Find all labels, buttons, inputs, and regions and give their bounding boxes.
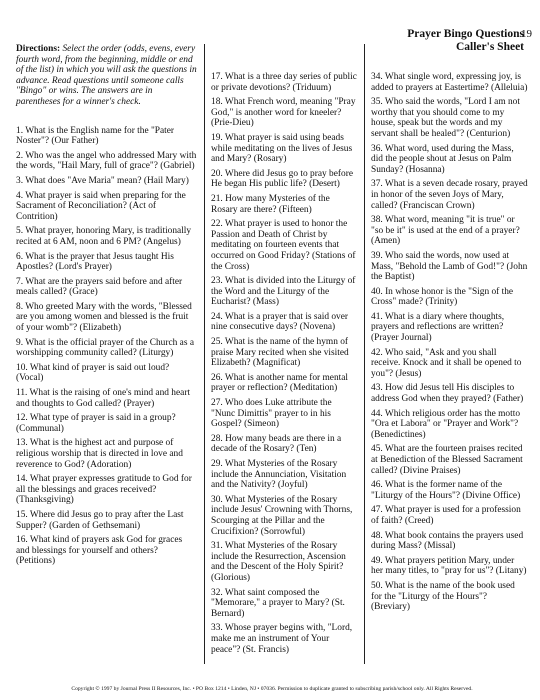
directions-label: Directions: xyxy=(16,44,61,54)
question-item: 8. Who greeted Mary with the words, "Blessed are you among women and blessed is the fruit of your womb"? (Elizabeth) xyxy=(16,301,192,334)
question-item: 3. What does "Ave Maria" mean? (Hail Mary) xyxy=(16,175,189,186)
page-subtitle: Caller's Sheet xyxy=(455,41,524,53)
question-item: 18. What French word, meaning "Pray God," is another word for kneeler? (Prie-Dieu) xyxy=(211,97,356,129)
question-item: 26. What is another name for mental prayer or reflection? (Meditation) xyxy=(211,372,349,394)
directions xyxy=(16,44,198,108)
question-item: 11. What is the raising of one's mind and heart and thoughts to God called? (Prayer) xyxy=(16,388,191,409)
page-number: 19 xyxy=(521,28,532,40)
copyright-footer: Copyright © 1997 by Journal Press II Resources, Inc. • PO Box 1214 • Linden, NJ • 07036. Permission to duplicate granted to subscribing parish/school only. All Rights Reserved. xyxy=(71,686,473,692)
question-item: 25. What is the name of the hymn of praise Mary recited when she visited Elizabeth? (Magnificat) xyxy=(211,337,349,369)
question-item: 16. What kind of prayers ask God for graces and blessings for yourself and others? (Petitions) xyxy=(16,535,183,567)
question-item: 36. What word, used during the Mass, did the people shout at Jesus on Palm Sunday? (Hosanna) xyxy=(371,143,514,175)
question-item: 19. What prayer is said using beads while meditating on the lives of Jesus and Mary? (Rosary) xyxy=(211,132,353,165)
column-3 xyxy=(364,44,528,664)
question-item: 6. What is the prayer that Jesus taught His Apostles? (Lord's Prayer) xyxy=(16,251,174,273)
question-item: 24. What is a prayer that is said over nine consecutive days? (Novena) xyxy=(211,311,349,333)
question-item: 5. What prayer, honoring Mary, is traditionally recited at 6 AM, noon and 6 PM? (Angelus) xyxy=(16,226,192,247)
page-title: Prayer Bingo Questions xyxy=(407,28,524,40)
question-item: 42. Who said, "Ask and you shall receive. Knock and it shall be opened to you"? (Jesus) xyxy=(371,347,522,379)
question-item: 28. How many beads are there in a decade of the Rosary? (Ten) xyxy=(211,433,342,455)
question-item: 9. What is the official prayer of the Church as a worshipping community called? (Liturgy) xyxy=(16,337,194,359)
question-item: 39. Who said the words, now used at Mass, "Behold the Lamb of God!"? (John the Baptist) xyxy=(371,250,528,283)
question-item: 29. What Mysteries of the Rosary include the Annunciation, Visitation and the Nativity? (Joyful) xyxy=(211,459,347,491)
directions-text: Select the order (odds, evens, every fourth word, from the beginning, middle or end of the list) in which you will ask the questions in advance. Read questions until someone calls "Bingo" or wins. The answers are in parentheses for a winner's check. xyxy=(16,44,197,107)
question-item: 2. Who was the angel who addressed Mary with the words, "Hail Mary, full of grace"? (Gabriel) xyxy=(16,150,197,172)
question-item: 46. What is the former name of the "Liturgy of the Hours"? (Divine Office) xyxy=(371,480,521,501)
column-2 xyxy=(204,44,364,664)
question-list-1 xyxy=(16,126,198,567)
question-item: 38. What word, meaning "it is true" or "so be it" is used at the end of a prayer? (Amen) xyxy=(371,215,520,247)
question-list-3 xyxy=(371,72,528,613)
question-item: 27. Who does Luke attribute the "Nunc Dimittis" prayer to in his Gospel? (Simeon) xyxy=(211,398,332,430)
question-columns xyxy=(16,44,528,664)
question-item: 7. What are the prayers said before and after meals called? (Grace) xyxy=(16,276,183,298)
question-item: 12. What type of prayer is said in a group? (Communal) xyxy=(16,413,176,434)
question-item: 15. Where did Jesus go to pray after the Last Supper? (Garden of Gethsemani) xyxy=(16,509,184,531)
question-item: 20. Where did Jesus go to pray before He began His public life? (Desert) xyxy=(211,168,353,190)
question-item: 48. What book contains the prayers used during Mass? (Missal) xyxy=(371,530,524,552)
question-item: 43. How did Jesus tell His disciples to address God when they prayed? (Father) xyxy=(371,383,524,405)
question-item: 40. In whose honor is the "Sign of the Cross" made? (Trinity) xyxy=(371,286,514,308)
question-item: 45. What are the fourteen praises recited at Benediction of the Blessed Sacrament called? (Divine Praises) xyxy=(371,444,523,476)
question-item: 13. What is the highest act and purpose of religious worship that is directed in love and reverence to God? (Adoration) xyxy=(16,438,183,470)
question-item: 30. What Mysteries of the Rosary include Jesus' Crowning with Thorns, Scourging at the Pillar and the Crucifixion? (Sorrowful) xyxy=(211,494,353,537)
question-item: 50. What is the name of the book used for the "Liturgy of the Hours"? (Breviary) xyxy=(371,580,515,613)
question-item: 4. What prayer is said when preparing for the Sacrament of Reconciliation? (Act of Contrition) xyxy=(16,190,186,222)
question-item: 32. What saint composed the "Memorare," a prayer to Mary? (St. Bernard) xyxy=(211,587,345,619)
question-item: 34. What single word, expressing joy, is added to prayers at Eastertime? (Alleluia) xyxy=(371,72,528,93)
question-item: 49. What prayers petition Mary, under her many titles, to "pray for us"? (Litany) xyxy=(371,555,527,577)
question-item: 17. What is a three day series of public or private devotions? (Triduum) xyxy=(211,72,357,93)
column-1 xyxy=(16,44,204,664)
question-item: 14. What prayer expresses gratitude to God for all the blessings and graces received? (Thanksgiving) xyxy=(16,474,192,506)
question-item: 31. What Mysteries of the Rosary include the Resurrection, Ascension and the Descent of the Holy Spirit? (Glorious) xyxy=(211,541,346,583)
question-list-2 xyxy=(211,72,358,655)
question-item: 44. Which religious order has the motto "Ora et Labora" or "Prayer and Work"? (Benedictines) xyxy=(371,408,521,440)
question-item: 35. Who said the words, "Lord I am not worthy that you should come to my house, speak but the words and my servant shall be healed"? (Centurion) xyxy=(371,97,520,139)
question-item: 10. What kind of prayer is said out loud? (Vocal) xyxy=(16,362,170,384)
question-item: 23. What is divided into the Liturgy of the Word and the Liturgy of the Eucharist? (Mass) xyxy=(211,276,356,308)
question-item: 41. What is a diary where thoughts, prayers and reflections are written? (Prayer Journal) xyxy=(371,311,505,344)
question-item: 1. What is the English name for the "Pater Noster"? (Our Father) xyxy=(16,125,175,147)
question-item: 33. Whose prayer begins with, "Lord, make me an instrument of Your peace"? (St. Francis) xyxy=(211,623,353,655)
question-item: 22. What prayer is used to honor the Passion and Death of Christ by meditating on fourteen events that occurred on Good Friday? (Stations of the Cross) xyxy=(211,219,356,272)
question-item: 37. What is a seven decade rosary, prayed in honor of the seven Joys of Mary, called? (Franciscan Crown) xyxy=(371,179,528,211)
question-item: 47. What prayer is used for a profession of faith? (Creed) xyxy=(371,505,521,526)
question-item: 21. How many Mysteries of the Rosary are there? (Fifteen) xyxy=(211,193,330,215)
